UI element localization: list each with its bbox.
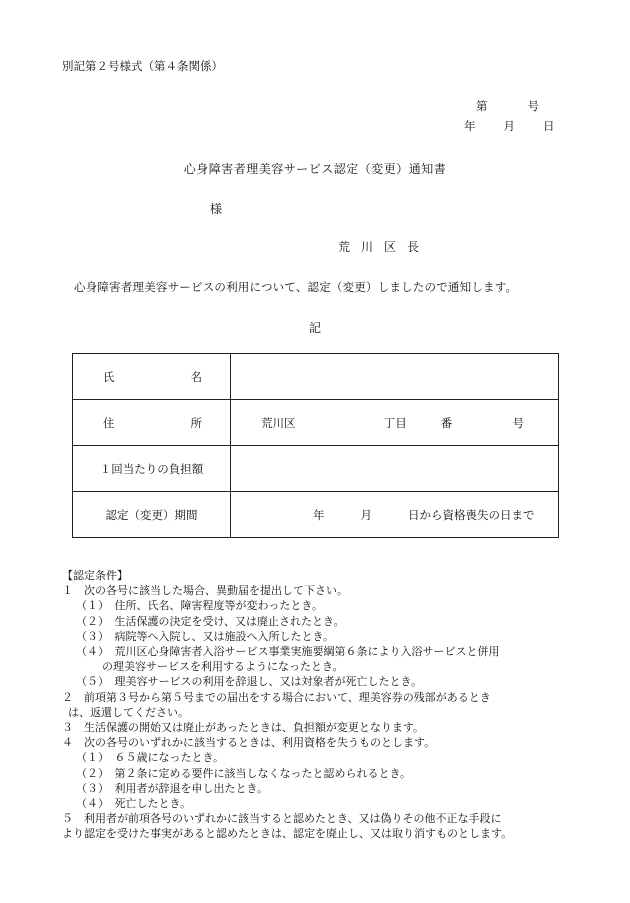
burden-label-cell xyxy=(73,446,231,492)
period-year: 年 xyxy=(313,507,325,522)
document-number-line xyxy=(476,98,539,114)
ki-heading: 記 xyxy=(308,321,321,335)
date-day: 日 xyxy=(543,119,555,133)
condition-line: （１） 住所、氏名、障害程度等が変わったとき。 xyxy=(76,599,323,613)
condition-line: １ 次の各号に該当した場合、異動届を提出して下さい。 xyxy=(62,584,348,598)
address-go: 号 xyxy=(512,415,524,430)
addressee-honorific: 様 xyxy=(210,202,223,216)
burden-value-cell xyxy=(231,446,559,492)
period-label: 認定（変更）期間 xyxy=(105,507,198,522)
issue-date-line xyxy=(464,118,555,134)
name-label-b: 名 xyxy=(190,369,202,384)
date-year: 年 xyxy=(464,119,476,133)
period-month: 月 xyxy=(360,507,372,522)
condition-line: （２） 第２条に定める要件に該当しなくなったと認められるとき。 xyxy=(76,766,412,780)
address-value-cell xyxy=(231,400,559,446)
condition-line: （３） 利用者が辞退を申し出たとき。 xyxy=(76,781,269,795)
table-row-period xyxy=(73,492,559,538)
conditions-section xyxy=(62,568,562,842)
condition-line: （５） 理美容サービスの利用を辞退し、又は対象者が死亡したとき。 xyxy=(76,675,423,689)
condition-line: ２ 前項第３号から第５号までの届出をする場合において、理美容券の残部があるとき xyxy=(62,690,491,704)
name-label-a: 氏 xyxy=(103,369,115,384)
condition-line: より認定を受けた事実があると認めたときは、認定を廃止し、又は取り消すものとします。 xyxy=(62,827,513,841)
issuer-name: 荒川区長 xyxy=(338,240,431,254)
period-value-cell xyxy=(231,492,559,538)
condition-line: ５ 利用者が前項各号のいずれかに該当すると認めたとき、又は偽りその他不正な手段に xyxy=(62,812,502,826)
condition-line: は、返還してください。 xyxy=(68,705,189,719)
condition-line: （３） 病院等へ入院し、又は施設へ入所したとき。 xyxy=(76,629,335,643)
period-label-cell xyxy=(73,492,231,538)
address-label-a: 住 xyxy=(103,415,115,430)
notice-body-text: 心身障害者理美容サービスの利用について、認定（変更）しましたので通知します。 xyxy=(74,280,518,294)
condition-line: の理美容サービスを利用するようになったとき。 xyxy=(102,660,344,674)
condition-line: （４） 荒川区心身障害者入浴サービス事業実施要綱第６条により入浴サービスと併用 xyxy=(76,645,500,659)
address-ban: 番 xyxy=(440,415,453,430)
condition-line: ３ 生活保護の開始又は廃止があったときは、負担額が変更となります。 xyxy=(62,721,425,735)
condition-line: （４） 死亡したとき。 xyxy=(76,797,192,811)
period-tail: 日から資格喪失の日まで xyxy=(408,507,535,522)
number-prefix: 第 xyxy=(476,99,488,113)
recipient-info-table xyxy=(72,353,559,538)
burden-label: １回当たりの負担額 xyxy=(99,461,204,476)
form-reference: 別記第２号様式（第４条関係） xyxy=(62,59,223,73)
table-row-name xyxy=(73,354,559,400)
address-ward: 荒川区 xyxy=(261,415,296,430)
address-label-cell xyxy=(73,400,231,446)
condition-line: （２） 生活保護の決定を受け、又は廃止されたとき。 xyxy=(76,614,345,628)
condition-line: ４ 次の各号のいずれかに該当するときは、利用資格を失うものとします。 xyxy=(62,736,436,750)
address-chome: 丁目 xyxy=(383,415,407,430)
table-row-burden xyxy=(73,446,559,492)
number-suffix: 号 xyxy=(527,99,539,113)
condition-line: （１） ６５歳になったとき。 xyxy=(76,751,225,765)
address-label-b: 所 xyxy=(190,415,202,430)
table-row-address xyxy=(73,400,559,446)
date-month: 月 xyxy=(503,119,515,133)
name-label-cell xyxy=(73,354,231,400)
conditions-heading: 【認定条件】 xyxy=(62,569,128,582)
name-value-cell xyxy=(231,354,559,400)
document-title: 心身障害者理美容サービス認定（変更）通知書 xyxy=(183,162,447,176)
